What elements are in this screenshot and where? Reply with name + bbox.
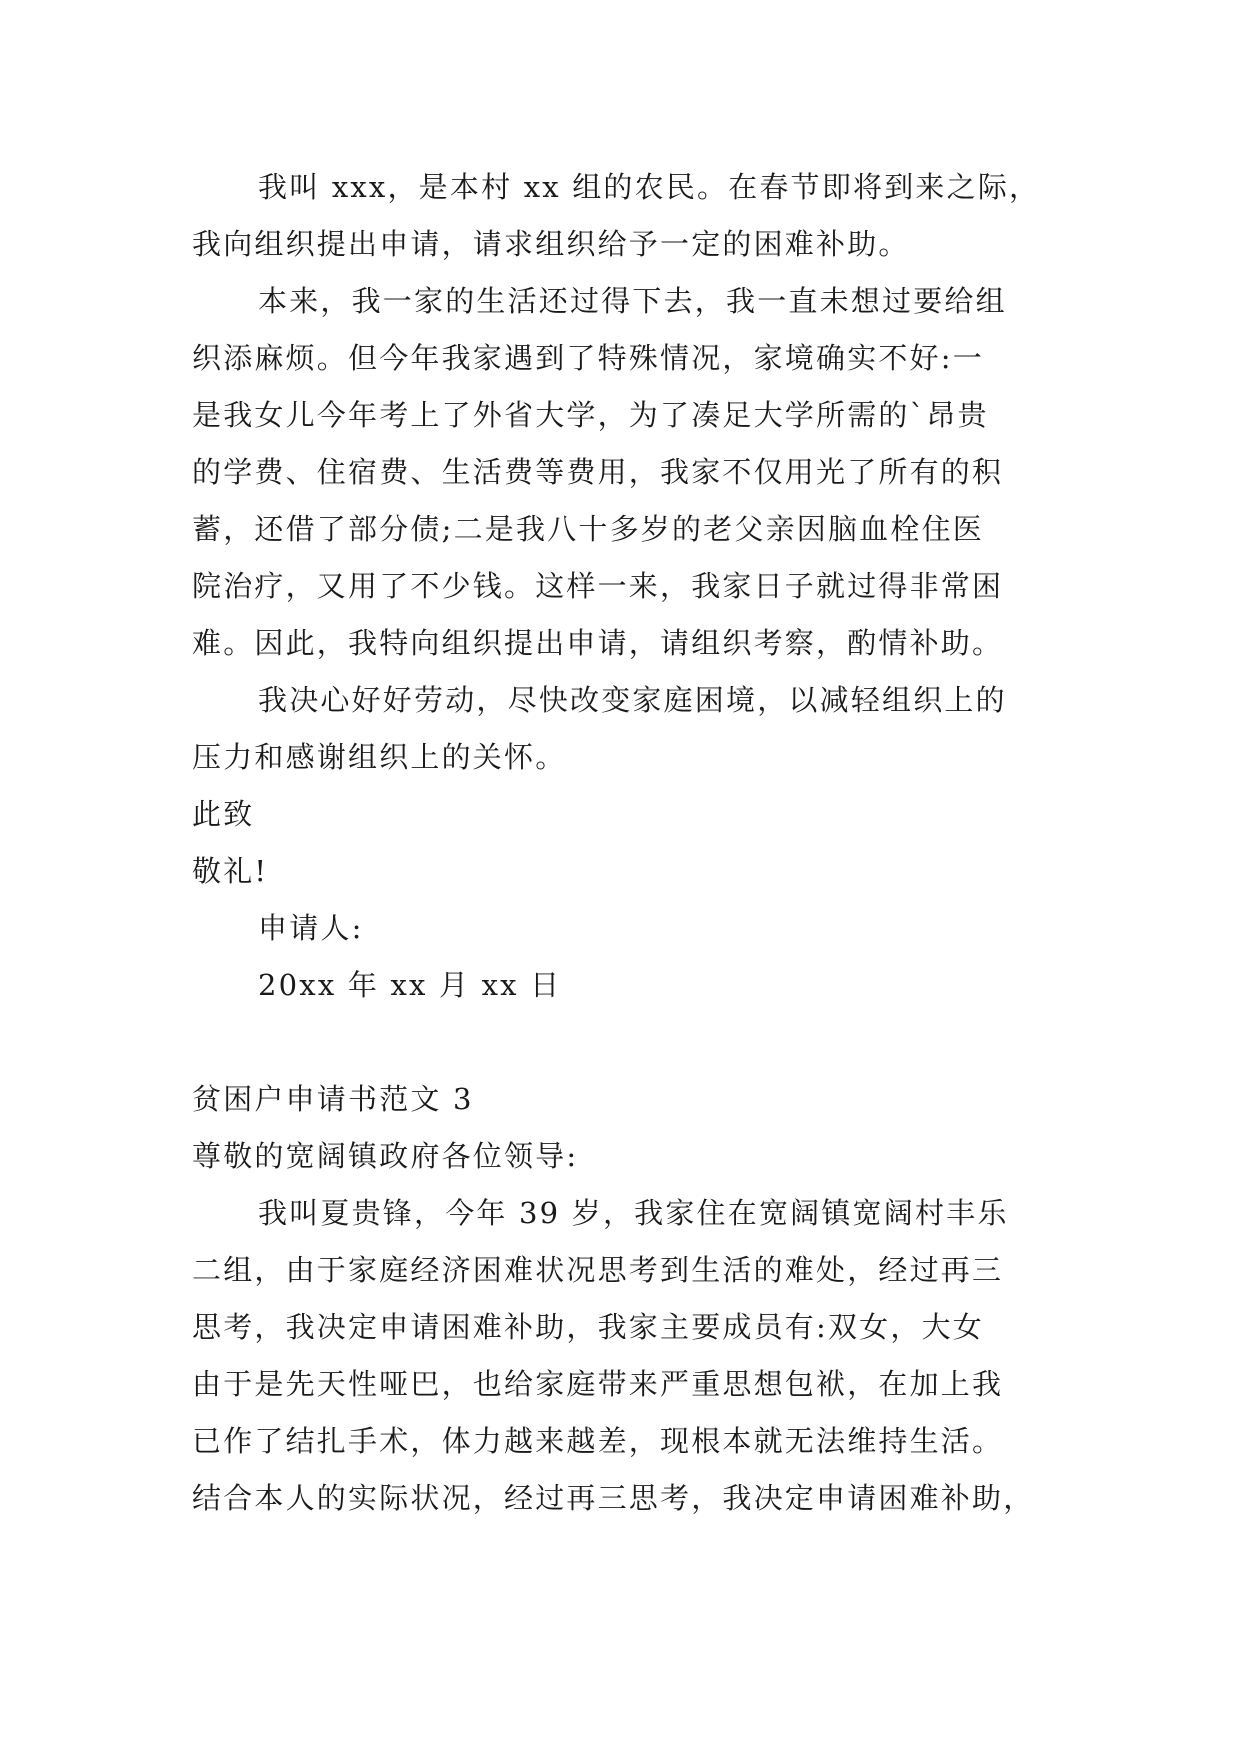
text-line: 结合本人的实际状况，经过再三思考，我决定申请困难补助， (192, 1481, 1035, 1515)
text-line: 由于是先天性哑巴，也给家庭带来严重思想包袱，在加上我 (192, 1367, 1004, 1401)
text-line: 蓄，还借了部分债;二是我八十多岁的老父亲因脑血栓住医 (192, 512, 984, 546)
text-line: 压力和感谢组织上的关怀。 (192, 740, 567, 774)
text-line: 织添麻烦。但今年我家遇到了特殊情况，家境确实不好:一 (192, 341, 984, 375)
text-line: 我叫夏贵锋，今年 39 岁，我家住在宽阔镇宽阔村丰乐 (258, 1196, 1009, 1230)
text-line: 二组，由于家庭经济困难状况思考到生活的难处，经过再三 (192, 1253, 1004, 1287)
salutation: 尊敬的宽阔镇政府各位领导: (192, 1139, 579, 1173)
text-line: 的学费、住宿费、生活费等费用，我家不仅用光了所有的积 (192, 455, 1004, 489)
text-line: 难。因此，我特向组织提出申请，请组织考察，酌情补助。 (192, 626, 1004, 660)
text-line: 思考，我决定申请困难补助，我家主要成员有:双女，大女 (192, 1310, 984, 1344)
text-line: 院治疗，又用了不少钱。这样一来，我家日子就过得非常困 (192, 569, 1004, 603)
section-title: 贫困户申请书范文 3 (192, 1082, 474, 1116)
text-line: 我决心好好劳动，尽快改变家庭困境，以减轻组织上的 (258, 683, 1007, 717)
text-line: 我向组织提出申请，请求组织给予一定的困难补助。 (192, 227, 910, 261)
text-line: 我叫 xxx，是本村 xx 组的农民。在春节即将到来之际， (258, 170, 1041, 204)
applicant-label: 申请人: (258, 911, 364, 945)
text-line: 是我女儿今年考上了外省大学，为了凑足大学所需的`昂贵 (192, 398, 989, 432)
text-line: 已作了结扎手术，体力越来越差，现根本就无法维持生活。 (192, 1424, 1004, 1458)
closing-line: 此致 (192, 797, 255, 831)
date-line: 20xx 年 xx 月 xx 日 (258, 968, 562, 1002)
text-line: 本来，我一家的生活还过得下去，我一直未想过要给组 (258, 284, 1007, 318)
closing-line: 敬礼! (192, 854, 269, 888)
